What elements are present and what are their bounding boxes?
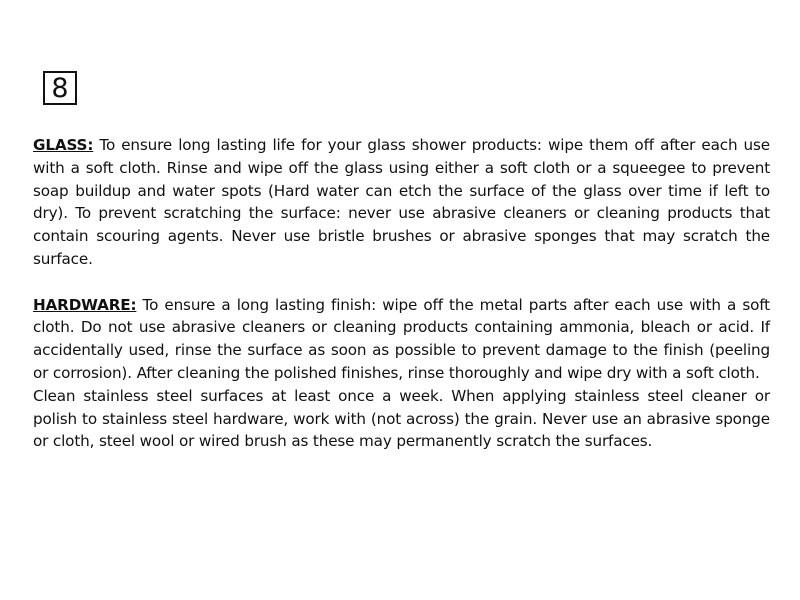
hardware-heading: HARDWARE: [33, 295, 137, 314]
glass-text: To ensure long lasting life for your glass shower products: wipe them off after each use with a soft cloth. Rinse and wipe off the glass using either a soft cloth or a squeegee to prevent soap buildup and water spots (Hard water can etch the surface of the glass over time if left to dry). To prevent scratching the surface: never use abrasive cleaners or cleaning products that contain scouring agents. Never use bristle brushes or abrasive sponges that may scratch the surface. [33, 136, 770, 268]
care-instructions [33, 134, 770, 453]
hardware-text: To ensure a long lasting finish: wipe off the metal parts after each use with a soft cloth. Do not use abrasive cleaners or cleaning products containing ammonia, bleach or acid. If accidentally used, rinse the surface as soon as possible to prevent damage to the finish (peeling or corrosion). After cleaning the polished finishes, rinse thoroughly and wipe dry with a soft cloth. [33, 295, 770, 382]
glass-paragraph [33, 134, 770, 271]
page-number-box: 8 [43, 71, 77, 105]
stainless-paragraph: Clean stainless steel surfaces at least once a week. When applying stainless steel cleaner or polish to stainless steel hardware, work with (not across) the grain. Never use an abrasive sponge or cloth, steel wool or wired brush as these may permanently scratch the surfaces. [33, 386, 770, 451]
hardware-paragraph [33, 294, 770, 385]
glass-heading: GLASS: [33, 136, 94, 154]
